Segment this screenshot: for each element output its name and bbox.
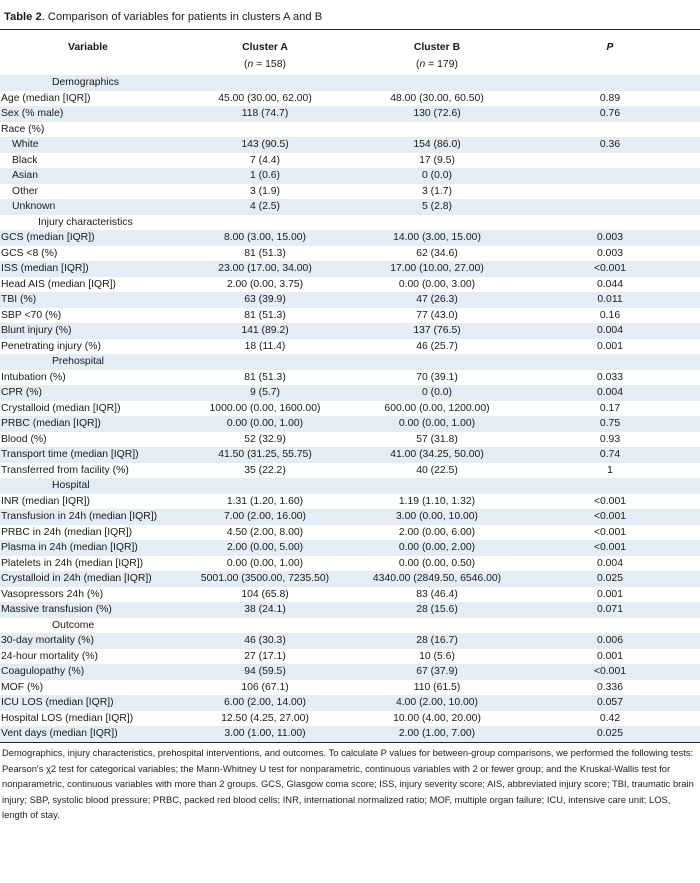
- cluster-a-cell: 2.00 (0.00, 3.75): [226, 278, 304, 290]
- data-table: [0, 35, 700, 743]
- table-row: [0, 556, 700, 572]
- p-value-cell: 0.071: [596, 604, 623, 615]
- p-value-cell: 0.003: [596, 232, 623, 243]
- table-row: [0, 416, 700, 432]
- table-row: [0, 649, 700, 665]
- p-value-cell: <0.001: [593, 511, 627, 522]
- cluster-a-cell: 8.00 (3.00, 15.00): [223, 232, 307, 243]
- header-variable: Variable: [68, 42, 108, 53]
- cluster-b-cell: 14.00 (3.00, 15.00): [393, 232, 481, 243]
- table-row: [0, 540, 700, 556]
- variable-cell: GCS <8 (%): [1, 247, 58, 259]
- table-header: [0, 35, 700, 75]
- table-label: Table 2: [4, 11, 42, 23]
- cluster-b-cell: 47 (26.3): [416, 294, 458, 305]
- cluster-b-cell: 137 (76.5): [413, 325, 461, 336]
- cluster-a-cell: 2.00 (0.00, 5.00): [226, 542, 304, 553]
- cluster-b-cell: 4340.00 (2849.50, 6546.00): [372, 573, 502, 584]
- cluster-b-cell: 28 (15.6): [416, 604, 458, 615]
- table-caption: . Comparison of variables for patients in clusters A and B: [41, 11, 323, 23]
- table-row: [0, 664, 700, 680]
- variable-cell: Outcome: [52, 619, 95, 631]
- cluster-b-cell: 4.00 (2.00, 10.00): [395, 697, 479, 708]
- cluster-b-cell: 1.19 (1.10, 1.32): [398, 495, 476, 507]
- cluster-b-cell: 0.00 (0.00, 0.50): [398, 557, 476, 569]
- cluster-b-cell: 0.00 (0.00, 1.00): [398, 418, 476, 429]
- variable-cell: Penetrating injury (%): [1, 340, 101, 352]
- p-value-cell: <0.001: [593, 542, 627, 553]
- p-value-cell: 0.001: [596, 650, 623, 662]
- p-value-cell: 0.336: [596, 681, 623, 693]
- p-value-cell: 0.011: [597, 294, 623, 305]
- table-row: [0, 385, 700, 401]
- table-row: [0, 153, 700, 169]
- p-value-cell: 0.057: [596, 697, 623, 708]
- cluster-a-cell: 52 (32.9): [244, 433, 286, 445]
- cluster-b-cell: 3.00 (0.00, 10.00): [395, 511, 479, 522]
- cluster-a-cell: 12.50 (4.25, 27.00): [221, 712, 309, 724]
- cluster-a-cell: 81 (51.3): [244, 371, 286, 383]
- p-value-cell: 0.42: [599, 712, 621, 724]
- cluster-a-cell: 9 (5.7): [249, 387, 281, 398]
- variable-cell: Race (%): [1, 123, 45, 135]
- table-row: [0, 323, 700, 339]
- cluster-b-cell: 70 (39.1): [416, 371, 458, 383]
- table-row: [0, 308, 700, 324]
- cluster-b-cell: 0.00 (0.00, 2.00): [398, 542, 476, 553]
- cluster-a-cell: 118 (74.7): [241, 108, 289, 119]
- cluster-a-cell: 141 (89.2): [241, 325, 289, 336]
- table-title: [4, 11, 322, 24]
- table-row: [0, 680, 700, 696]
- variable-cell: Hospital LOS (median [IQR]): [1, 712, 134, 724]
- variable-cell: Age (median [IQR]): [1, 92, 91, 104]
- p-value-cell: 0.004: [596, 557, 623, 569]
- variable-cell: Platelets in 24h (median [IQR]): [1, 557, 144, 569]
- table-row: [0, 339, 700, 355]
- variable-cell: PRBC (median [IQR]): [1, 418, 101, 429]
- variable-cell: Prehospital: [52, 356, 104, 367]
- variable-cell: GCS (median [IQR]): [1, 232, 95, 243]
- p-value-cell: 0.36: [599, 139, 621, 150]
- cluster-b-cell: 28 (16.7): [416, 635, 458, 646]
- variable-cell: Vasopressors 24h (%): [1, 588, 104, 600]
- variable-cell: ISS (median [IQR]): [1, 263, 89, 274]
- cluster-a-cell: 41.50 (31.25, 55.75): [218, 449, 312, 460]
- variable-cell: Blunt injury (%): [1, 325, 72, 336]
- p-value-cell: 0.89: [599, 92, 621, 104]
- p-value-cell: <0.001: [593, 495, 627, 507]
- cluster-b-cell: 77 (43.0): [416, 309, 458, 321]
- cluster-b-cell: 2.00 (1.00, 7.00): [398, 728, 476, 739]
- cluster-a-cell: 104 (65.8): [241, 588, 289, 600]
- table-row: [0, 122, 700, 138]
- table-row: [0, 525, 700, 541]
- cluster-a-cell: 7.00 (2.00, 16.00): [223, 511, 307, 522]
- cluster-a-cell: 23.00 (17.00, 34.00): [218, 263, 312, 274]
- header-n-cluster-a: (n = 158): [244, 59, 286, 70]
- table-row: [0, 168, 700, 184]
- table-row: [0, 401, 700, 417]
- variable-cell: Transport time (median [IQR]): [1, 449, 139, 460]
- cluster-a-cell: 81 (51.3): [244, 247, 286, 259]
- variable-cell: Other: [12, 185, 38, 197]
- cluster-a-cell: 0.00 (0.00, 1.00): [226, 557, 304, 569]
- table-row: [0, 494, 700, 510]
- p-value-cell: 0.003: [596, 247, 623, 259]
- header-p-value: P: [606, 42, 614, 53]
- variable-cell: 30-day mortality (%): [1, 635, 94, 646]
- p-value-cell: 0.001: [596, 340, 623, 352]
- variable-cell: SBP <70 (%): [1, 309, 62, 321]
- table-bottom-rule: [0, 742, 700, 743]
- variable-cell: Plasma in 24h (median [IQR]): [1, 542, 138, 553]
- table-row: [0, 509, 700, 525]
- cluster-a-cell: 94 (59.5): [244, 666, 286, 677]
- cluster-a-cell: 46 (30.3): [244, 635, 286, 646]
- cluster-a-cell: 18 (11.4): [244, 340, 286, 352]
- cluster-b-cell: 62 (34.6): [416, 247, 458, 259]
- variable-cell: TBI (%): [1, 294, 37, 305]
- p-value-cell: 1: [607, 464, 613, 476]
- variable-cell: ICU LOS (median [IQR]): [1, 697, 114, 708]
- variable-cell: Demographics: [52, 77, 119, 88]
- table-row: [0, 230, 700, 246]
- cluster-a-cell: 45.00 (30.00, 62.00): [218, 92, 312, 104]
- p-value-cell: 0.025: [596, 573, 623, 584]
- cluster-b-cell: 40 (22.5): [416, 464, 458, 476]
- table-row: [0, 571, 700, 587]
- cluster-b-cell: 3 (1.7): [421, 185, 453, 197]
- table-row: [0, 106, 700, 122]
- cluster-b-cell: 0 (0.0): [421, 170, 453, 181]
- header-cluster-b: Cluster B: [413, 42, 461, 53]
- variable-cell: Head AIS (median [IQR]): [1, 278, 116, 290]
- cluster-b-cell: 0.00 (0.00, 3.00): [398, 278, 476, 290]
- section-header-row: [0, 478, 700, 494]
- p-value-cell: <0.001: [593, 666, 627, 677]
- cluster-a-cell: 3 (1.9): [249, 185, 281, 197]
- variable-cell: MOF (%): [1, 681, 44, 693]
- cluster-b-cell: 67 (37.9): [416, 666, 458, 677]
- variable-cell: Blood (%): [1, 433, 47, 445]
- cluster-a-cell: 1.31 (1.20, 1.60): [226, 495, 304, 507]
- cluster-a-cell: 5001.00 (3500.00, 7235.50): [200, 573, 330, 584]
- variable-cell: Asian: [12, 170, 38, 181]
- cluster-b-cell: 154 (86.0): [413, 139, 461, 150]
- variable-cell: Intubation (%): [1, 371, 66, 383]
- cluster-a-cell: 27 (17.1): [244, 650, 286, 662]
- table-body: [0, 75, 700, 742]
- p-value-cell: 0.025: [596, 728, 623, 739]
- table-row: [0, 184, 700, 200]
- p-value-cell: 0.76: [599, 108, 621, 119]
- variable-cell: Transferred from facility (%): [1, 464, 129, 476]
- p-value-cell: <0.001: [593, 263, 627, 274]
- cluster-b-cell: 2.00 (0.00, 6.00): [398, 526, 476, 538]
- cluster-b-cell: 57 (31.8): [416, 433, 458, 445]
- table-row: [0, 633, 700, 649]
- table-row: [0, 463, 700, 479]
- cluster-b-cell: 46 (25.7): [416, 340, 458, 352]
- cluster-a-cell: 143 (90.5): [241, 139, 289, 150]
- p-value-cell: 0.033: [596, 371, 623, 383]
- cluster-a-cell: 63 (39.9): [244, 294, 286, 305]
- table-row: [0, 199, 700, 215]
- p-value-cell: 0.001: [596, 588, 623, 600]
- cluster-b-cell: 41.00 (34.25, 50.00): [390, 449, 484, 460]
- table-row: [0, 602, 700, 618]
- cluster-a-cell: 106 (67.1): [241, 681, 289, 693]
- p-value-cell: <0.001: [593, 526, 627, 538]
- cluster-b-cell: 0 (0.0): [421, 387, 453, 398]
- variable-cell: CPR (%): [1, 387, 42, 398]
- cluster-a-cell: 4.50 (2.00, 8.00): [226, 526, 304, 538]
- table-row: [0, 726, 700, 742]
- table-row: [0, 91, 700, 107]
- cluster-a-cell: 7 (4.4): [249, 154, 281, 166]
- table-footnote: Demographics, injury characteristics, prehospital interventions, and outcomes. To calculate P values for between-group comparisons, we performed the following tests: Pearson's χ2 test for categorical variables; the Mann-Whitney U test for nonparametric, continuous variables with 2 or fewer group; and the Kruskal-Wallis test for nonparametric, continuous variables with more than 2 groups. GCS, Glasgow coma score; ISS, injury severity score; AIS, abbreviated injury score; TBI, traumatic brain injury; SBP, systolic blood pressure; PRBC, packed red blood cells; INR, international normalized ratio; MOF, multiple organ failure; ICU, intensive care unit; LOS, length of stay.: [2, 747, 694, 821]
- cluster-a-cell: 6.00 (2.00, 14.00): [223, 697, 307, 708]
- cluster-a-cell: 1 (0.6): [249, 170, 281, 181]
- variable-cell: INR (median [IQR]): [1, 495, 90, 507]
- section-header-row: [0, 618, 700, 634]
- cluster-a-cell: 81 (51.3): [244, 309, 286, 321]
- cluster-a-cell: 38 (24.1): [244, 604, 286, 615]
- cluster-b-cell: 17 (9.5): [419, 154, 455, 166]
- table-row: [0, 587, 700, 603]
- variable-cell: White: [12, 139, 39, 150]
- cluster-b-cell: 48.00 (30.00, 60.50): [390, 92, 484, 104]
- variable-cell: PRBC in 24h (median [IQR]): [1, 526, 133, 538]
- variable-cell: Massive transfusion (%): [1, 604, 112, 615]
- cluster-b-cell: 5 (2.8): [421, 201, 453, 212]
- section-header-row: [0, 354, 700, 370]
- p-value-cell: 0.75: [599, 418, 621, 429]
- table-row: [0, 370, 700, 386]
- variable-cell: Black: [12, 154, 38, 166]
- cluster-a-cell: 1000.00 (0.00, 1600.00): [209, 402, 321, 414]
- p-value-cell: 0.93: [599, 433, 621, 445]
- cluster-b-cell: 110 (61.5): [413, 681, 461, 693]
- p-value-cell: 0.004: [596, 325, 623, 336]
- variable-cell: Injury characteristics: [38, 216, 133, 228]
- variable-cell: 24-hour mortality (%): [1, 650, 99, 662]
- variable-cell: Vent days (median [IQR]): [1, 728, 118, 739]
- table-row: [0, 137, 700, 153]
- section-header-row: [0, 215, 700, 231]
- variable-cell: Crystalloid (median [IQR]): [1, 402, 121, 414]
- cluster-a-cell: 0.00 (0.00, 1.00): [226, 418, 304, 429]
- table-row: [0, 246, 700, 262]
- cluster-b-cell: 10.00 (4.00, 20.00): [393, 712, 481, 724]
- variable-cell: Coagulopathy (%): [1, 666, 85, 677]
- variable-cell: Crystalloid in 24h (median [IQR]): [1, 573, 152, 584]
- table-row: [0, 711, 700, 727]
- table-row: [0, 292, 700, 308]
- header-cluster-a: Cluster A: [242, 42, 288, 53]
- variable-cell: Unknown: [12, 201, 56, 212]
- header-n-cluster-b: (n = 179): [416, 59, 458, 70]
- cluster-a-cell: 35 (22.2): [244, 464, 286, 476]
- p-value-cell: 0.004: [596, 387, 623, 398]
- variable-cell: Sex (% male): [1, 108, 64, 119]
- variable-cell: Transfusion in 24h (median [IQR]): [1, 511, 158, 522]
- table-title-bar: [0, 0, 700, 30]
- table-row: [0, 277, 700, 293]
- cluster-a-cell: 3.00 (1.00, 11.00): [224, 728, 306, 739]
- cluster-b-cell: 17.00 (10.00, 27.00): [390, 263, 484, 274]
- cluster-b-cell: 130 (72.6): [413, 108, 461, 119]
- cluster-b-cell: 600.00 (0.00, 1200.00): [384, 402, 490, 414]
- cluster-b-cell: 83 (46.4): [416, 588, 458, 600]
- section-header-row: [0, 75, 700, 91]
- p-value-cell: 0.74: [599, 449, 621, 460]
- p-value-cell: 0.17: [599, 402, 621, 414]
- table-row: [0, 447, 700, 463]
- table-row: [0, 695, 700, 711]
- p-value-cell: 0.16: [599, 309, 621, 321]
- table-row: [0, 432, 700, 448]
- cluster-a-cell: 4 (2.5): [249, 201, 281, 212]
- cluster-b-cell: 10 (5.6): [419, 650, 455, 662]
- table-row: [0, 261, 700, 277]
- p-value-cell: 0.006: [596, 635, 623, 646]
- variable-cell: Hospital: [52, 480, 90, 491]
- p-value-cell: 0.044: [596, 278, 623, 290]
